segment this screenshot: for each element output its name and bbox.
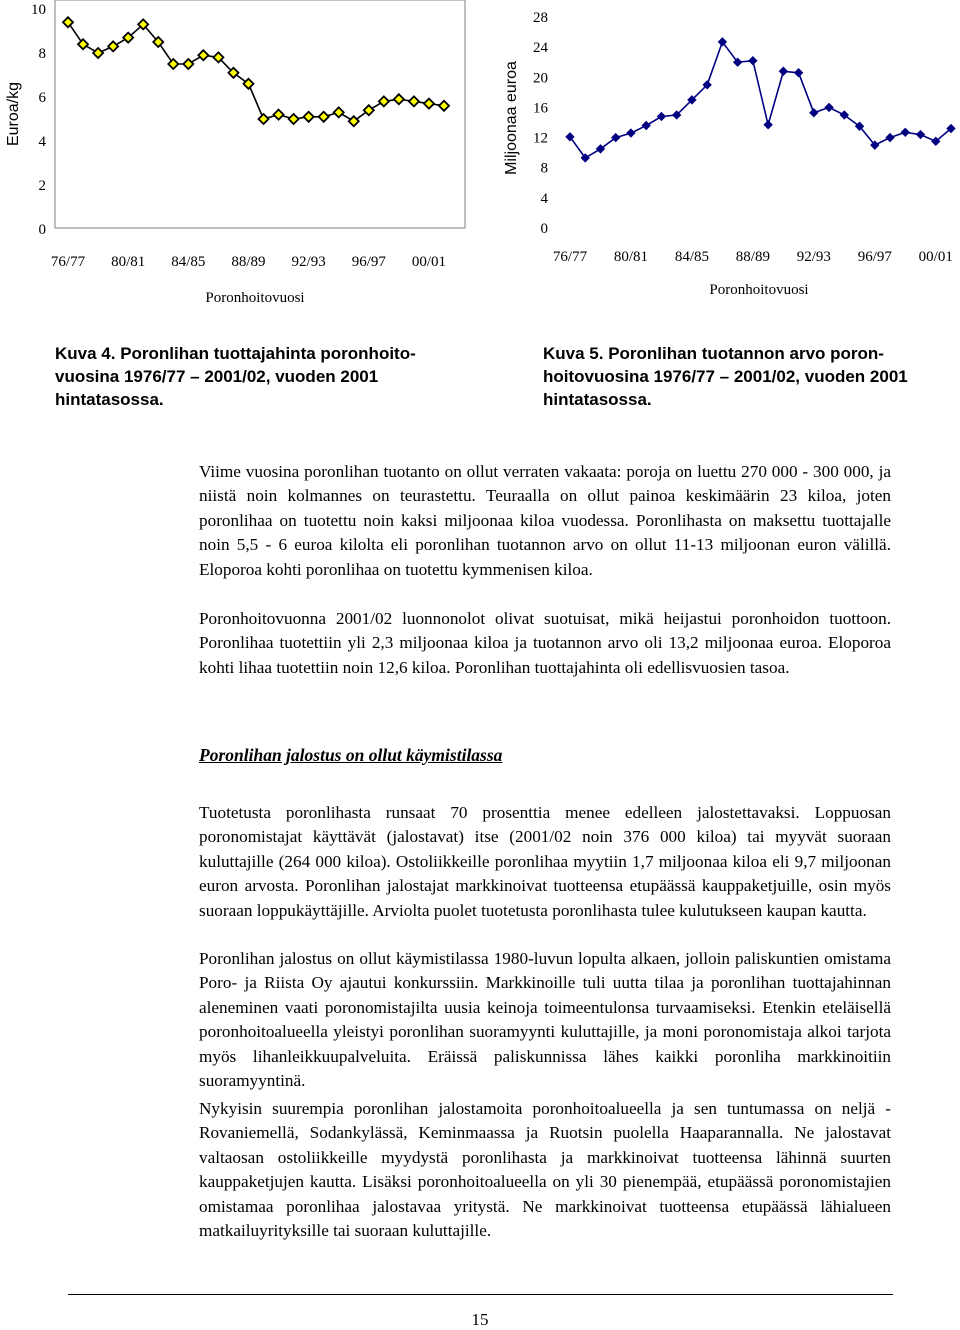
paragraph-1: Viime vuosina poronlihan tuotanto on ollut verraten vakaata: poroja on luettu 270 000 - 300 000, ja niistä noin kolmannes on teurastettu. Teuraalla on ollut painoa keskimäärin 23 kiloa, joten poronlihaa on tuotettu noin kaksi miljoonaa kiloa vuodessa. Poronlihasta on maksettu tuottajalle noin 5,5 - 6 euroa kilolta eli poronlihan tuotannon arvo on ollut 11-13 miljoonan euron välillä. Eloporoa kohti poronlihaa on tuotettu kymmenisen kiloa. (199, 462, 891, 579)
data-point-marker (657, 112, 665, 120)
data-point-marker (795, 69, 803, 77)
x-tick-label: 88/89 (231, 254, 266, 270)
data-point-marker (886, 134, 894, 142)
y-tick-label: 10 (31, 2, 46, 18)
y-tick-label: 16 (533, 100, 548, 117)
y-tick-label: 20 (533, 70, 548, 87)
value-chart-y-axis-label: Miljoonaa euroa (503, 61, 520, 175)
y-tick-label: 6 (38, 90, 46, 106)
y-tick-label: 0 (540, 221, 548, 237)
x-tick-label: 80/81 (613, 249, 649, 265)
y-tick-label: 28 (533, 10, 548, 26)
value-chart (500, 0, 960, 305)
x-tick-label: 96/97 (351, 254, 386, 270)
paragraph-2: Poronhoitovuonna 2001/02 luonnonolot olivat suotuisat, mikä heijastui poronhoidon tuottoon. Poronlihaa tuotettiin yli 2,3 miljoonaa kiloa ja tuotannon arvo oli 13,2 miljoonaa euroa. Eloporoa kohti lihaa tuotettiin noin 12,6 kiloa. Poronlihan tuottajahinta oli edellisvuosien tasoa. (199, 609, 891, 677)
page-number: 15 (471, 1310, 489, 1329)
data-point-marker (779, 67, 787, 75)
data-point-marker (917, 131, 925, 139)
x-tick-label: 00/01 (411, 254, 447, 270)
y-tick-label: 4 (540, 190, 548, 207)
y-tick-label: 8 (38, 46, 46, 62)
x-tick-label: 76/77 (552, 249, 588, 265)
x-tick-label: 84/85 (674, 249, 710, 265)
y-tick-label: 4 (38, 134, 46, 150)
data-point-marker (810, 109, 818, 117)
paragraph-3: Tuotetusta poronlihasta runsaat 70 prosenttia menee edelleen jalostettavaksi. Loppuosan poronomistajat käyttävät (jalostavat) itse (2001/02 noin 376 000 kiloa) tai myyvät suoraan kuluttajille (264 000 kiloa). Ostoliikkeille poronlihaa myytiin 1,7 miljoonaa kiloa eli 9,7 miljoonan euron arvosta. Poronlihan jalostajat markkinoivat tuotteensa etupäässä kauppaketjuille, osin myös suoraan loppukäyttäjille. Arviolta puolet tuotetusta poronlihasta tulee kulutukseen kaupan kautta. (199, 803, 891, 920)
x-tick-label: 92/93 (291, 254, 326, 270)
figure-4-caption: Kuva 4. Poronlihan tuottajahinta poronhoito-vuosina 1976/77 – 2001/02, vuoden 2001 hintatasossa. (55, 344, 416, 409)
price-chart-y-axis-label: Euroa/kg (5, 81, 22, 147)
price-chart-x-axis-label: Poronhoitovuosi (205, 290, 305, 306)
x-tick-label: 80/81 (111, 254, 146, 270)
data-point-marker (901, 128, 909, 136)
paragraph-5: Nykyisin suurempia poronlihan jalostamoita poronhoitoalueella ja sen tuntumassa on neljä - Rovaniemellä, Sodankylässä, Keminmaassa ja Ruotsin puolella Haaparannalla. Ne jalostavat valtaosan ostoliikkeille myydystä poronlihasta ja markkinoivat tuotteensa lähinnä suurten kauppaketjujen kautta. Lisäksi poronhoitoalueella on yli 30 pienempää, etupäässä poronomistajien omistamaa poronlihaa jalostavaa yritystä. Ne markkinoivat tuotteensa etupäässä lähialueen matkailuyrityksille tai suoraan kuluttajille. (199, 1099, 891, 1241)
series-line (570, 42, 951, 158)
x-tick-label: 76/77 (50, 254, 86, 270)
y-tick-label: 0 (38, 222, 46, 238)
y-tick-label: 2 (38, 178, 46, 194)
data-point-marker (825, 103, 833, 111)
footer-rule (68, 1294, 893, 1295)
y-tick-label: 24 (533, 40, 548, 57)
x-tick-label: 00/01 (918, 249, 953, 265)
paragraph-4: Poronlihan jalostus on ollut käymistilassa 1980-luvun lopulta alkaen, jolloin paliskuntien omistama Poro- ja Riista Oy ajautui konkurssiin. Markkinoille tuli uutta tilaa ja poronlihan tuottajahinnan aleneminen vaati poronomistajilta uusia keinoja toimeentulonsa turvaamiseksi. Etenkin eteläisellä poronhoitoalueella yleistyi poronlihan suoramyynti kuluttajille, ja moni poronomistaja alkoi tarjota myös lihanleikkuupalveluita. Eräissä paliskunnissa lähes kaikki poronliha markkinoitiin suoramyyntinä. (199, 949, 891, 1091)
data-point-marker (764, 121, 772, 129)
data-point-marker (627, 129, 635, 137)
x-tick-label: 96/97 (857, 249, 892, 265)
x-tick-label: 84/85 (171, 254, 206, 270)
y-tick-label: 8 (540, 160, 548, 177)
figure-5-caption: Kuva 5. Poronlihan tuotannon arvo poron-hoitovuosina 1976/77 – 2001/02, vuoden 2001 hintatasossa. (543, 344, 908, 409)
x-tick-label: 88/89 (735, 249, 770, 265)
y-tick-label: 12 (533, 130, 548, 147)
data-point-marker (749, 57, 757, 65)
section-heading: Poronlihan jalostus on ollut käymistilassa (199, 745, 503, 765)
data-point-marker (642, 122, 650, 130)
x-tick-label: 92/93 (796, 249, 831, 265)
price-chart (0, 0, 470, 315)
value-chart-x-axis-label: Poronhoitovuosi (709, 282, 809, 298)
